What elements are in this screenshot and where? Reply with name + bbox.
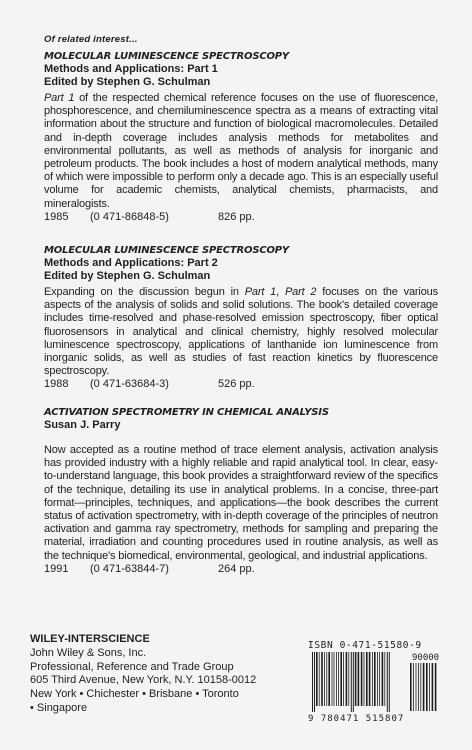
related-interest-heading: Of related interest... [44,34,138,45]
barcode-bar [340,652,342,706]
barcode-bar [353,652,354,712]
book-isbn: (0 471-63844-7) [90,562,169,575]
description-text: , [276,286,285,298]
publisher-cities-2: • Singapore [30,701,88,714]
book-entry-1 [44,50,438,224]
description-text: focuses on the various aspects of the analysis of solids and solid solutions. The book's detailed coverage includes time-resolved and phase-resolved emission spectroscopy, fiber optical fluorosensors in analytical and clinical chemistry, highly resolved molecular luminescence spectroscopy, applications of lanthanide ion luminescence from inorganic solids, as well as studies of fast reaction kinetics by fluorescence spectroscopy. [44,286,438,378]
barcode-bar [384,652,385,706]
book-pages: 264 pp. [218,562,255,575]
part-reference: Part 1 [244,286,277,298]
barcode-bar [316,652,318,706]
barcode-bar [418,663,419,711]
barcode-bar [324,652,325,706]
barcode-bar [326,652,327,706]
barcode-bar [410,663,412,711]
book-entry-3 [44,406,438,576]
barcode-bar [334,652,335,706]
barcode-digits: 9 780471 515807 [308,714,405,724]
book-editor: Edited by Stephen G. Schulman [44,76,211,88]
barcode-bar [435,663,437,711]
book-title: ACTIVATION SPECTROMETRY IN CHEMICAL ANALYSIS [44,407,329,418]
barcode-bar [374,652,376,706]
book-description [44,286,438,378]
barcode-bar [343,652,344,706]
book-meta [44,378,438,391]
isbn-barcode-block [308,640,448,726]
barcode-bar [312,652,313,712]
barcode-bar [336,652,337,706]
book-pages: 826 pp. [218,210,255,223]
barcode-bar [319,652,320,706]
book-year: 1991 [44,562,69,575]
barcode-bar [332,652,333,706]
book-description: Now accepted as a routine method of trace element analysis, activation analysis has provided industry with a highly reliable and rapid analytical tool. In clear, easy-to-understand language, this book provides a straightforward review of the specifics of the technique, detailing its use in analytical problems. In a concise, three-part format—principles, techniques, and applications—the book describes the current status of activation spectrometry, with in-depth coverage of the principles of neutron activation and gamma ray spectrometry, methods for sampling and preparing the material, irradiation and counting procedures used in routine analysis, as well as the technique's biomedical, environmental, geological, and industrial applications. [44,444,439,562]
barcode-addon: 90000 [412,653,440,663]
book-year: 1988 [44,378,69,391]
barcode-bar [379,652,380,706]
book-editor: Edited by Stephen G. Schulman [44,270,211,282]
barcode-bar [420,663,421,711]
barcode-bar [338,652,339,706]
book-isbn: (0 471-63684-3) [90,378,169,391]
barcode-bar [432,663,434,711]
barcode-bar [361,652,363,706]
book-subtitle: Methods and Applications: Part 2 [44,257,218,269]
book-year: 1985 [44,210,69,223]
barcode-bar [364,652,365,706]
book-pages: 526 pp. [218,378,255,391]
barcode-bar [346,652,348,706]
publisher-group: Professional, Reference and Trade Group [30,660,234,673]
part-reference: Part 2 [284,286,317,298]
barcode-bar [426,663,428,711]
barcode-bar [413,663,414,711]
barcode-bar [366,652,368,706]
book-title: MOLECULAR LUMINESCENCE SPECTROSCOPY [44,245,289,256]
description-text: Expanding on the discussion begun in [44,286,245,298]
barcode-bar [429,663,430,711]
publisher-address: 605 Third Avenue, New York, N.Y. 10158-0012 [30,674,257,687]
book-subtitle: Methods and Applications: Part 1 [44,63,218,75]
publisher-name: WILEY-INTERSCIENCE [30,633,150,645]
barcode-icon [308,652,448,714]
barcode-bar [321,652,323,706]
barcode-bar [355,652,357,706]
barcode-bar [348,652,349,706]
book-entry-2 [44,244,438,392]
book-author: Susan J. Parry [44,419,121,431]
barcode-bar [377,652,378,706]
barcode-bar [372,652,373,706]
publisher-company: John Wiley & Sons, Inc. [30,646,147,659]
barcode-bar [389,652,390,712]
barcode-bar [314,652,315,712]
book-title: MOLECULAR LUMINESCENCE SPECTROSCOPY [44,51,289,62]
book-meta [44,211,438,224]
part-reference: Part 1 [44,92,75,104]
publisher-block [30,633,270,716]
barcode-bar [328,652,330,706]
description-text: of the respected chemical reference focuses on the use of fluorescence, phosphorescence, and chemiluminescence spectra as a means of extracting vital information about the structure and function of biological macromolecules. Detailed and in-depth coverage includes analysis methods for metabolites and environmental pollutants, as well as methods of analysis for inorganic and petroleum products. The book includes a host of modern analytical methods, many of which were impossible to perform only a decade ago. This is an especially useful volume for academic chemists, analytical chemists, pharmacists, and mineralogists. [44,92,438,210]
barcode-bar [358,652,360,706]
barcode-bar [387,652,388,712]
barcode-bar [382,652,384,706]
barcode-bar [351,652,352,712]
barcode-bar [423,663,425,711]
book-isbn: (0 471-86848-5) [90,210,169,223]
barcode-bar [369,652,371,706]
barcode-bar [416,663,417,711]
publisher-cities: New York • Chichester • Brisbane • Toronto [30,688,239,701]
book-description [44,92,438,211]
isbn-label: ISBN 0-471-51580-9 [308,640,422,651]
book-meta [44,563,438,576]
